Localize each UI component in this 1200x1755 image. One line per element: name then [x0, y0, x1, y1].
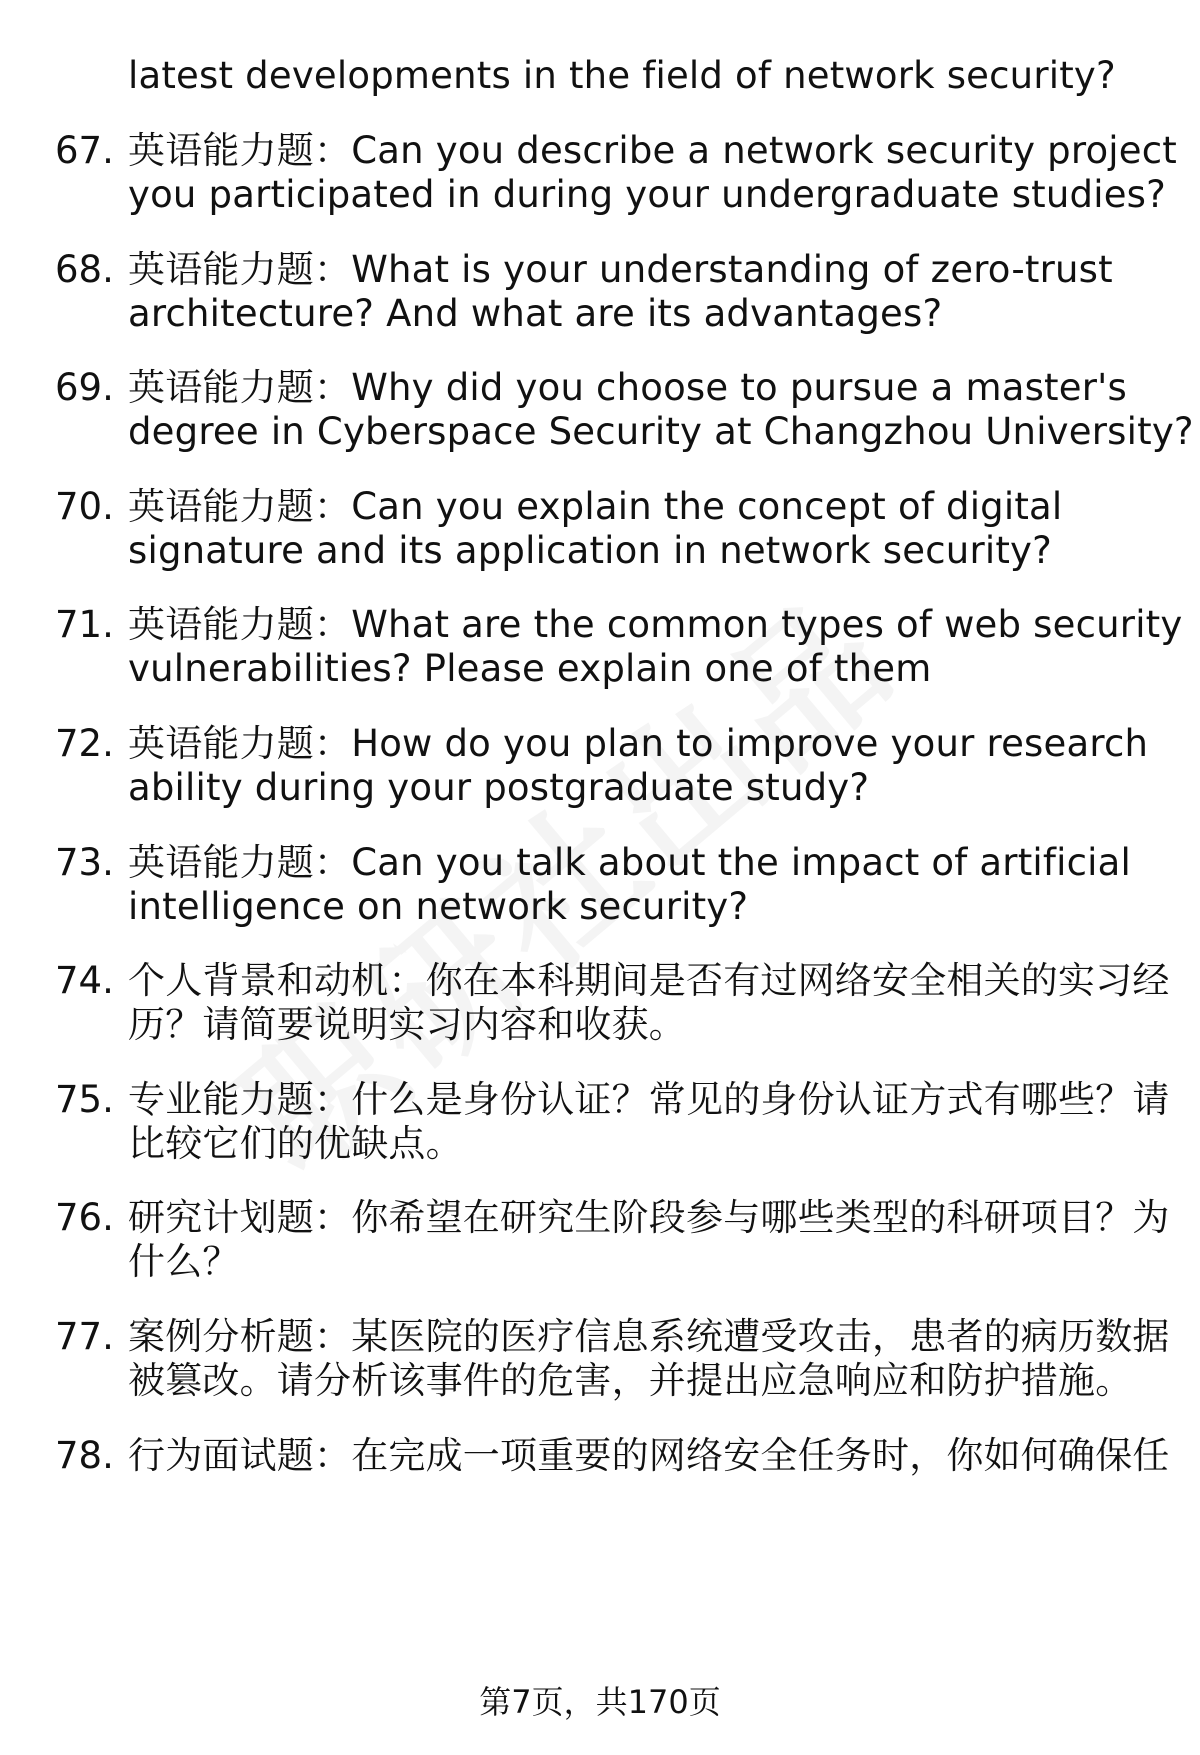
- question-text-line: 英语能力题：Can you talk about the impact of artificial: [128, 840, 1131, 884]
- question-text-line: 被篡改。请分析该事件的危害，并提出应急响应和防护措施。: [128, 1359, 1133, 1402]
- question-number: 74.: [55, 959, 114, 1003]
- question-text-line: signature and its application in network security?: [128, 528, 1052, 572]
- question-text-line: 英语能力题：Why did you choose to pursue a master's: [128, 366, 1127, 410]
- question-number: 71.: [55, 603, 114, 647]
- question-text-line: 什么？: [128, 1240, 240, 1284]
- question-number: 67.: [55, 129, 114, 172]
- question-text-line: degree in Cyberspace Security at Changzhou University?: [128, 410, 1194, 454]
- question-number: 76.: [55, 1196, 114, 1240]
- question-text-line: vulnerabilities? Please explain one of them: [128, 647, 932, 691]
- question-text-line: architecture? And what are its advantages?: [128, 291, 943, 335]
- question-text-line: 案例分析题：某医院的医疗信息系统遭受攻击，患者的病历数据: [128, 1315, 1170, 1358]
- question-text-line: intelligence on network security?: [128, 884, 749, 928]
- question-text-line: ability during your postgraduate study?: [128, 766, 870, 809]
- question-text-line: 英语能力题：Can you explain the concept of digital: [128, 484, 1063, 528]
- page-footer: 第7页，共170页: [479, 1683, 721, 1721]
- question-number: 78.: [55, 1433, 114, 1477]
- question-text-line: 英语能力题：How do you plan to improve your research: [128, 722, 1149, 765]
- question-text-line: 比较它们的优缺点。: [128, 1121, 463, 1165]
- question-number: 72.: [55, 722, 114, 765]
- question-text-line: 英语能力题：Can you describe a network security project: [128, 129, 1177, 172]
- question-text-line: 历？请简要说明实习内容和收获。: [128, 1003, 686, 1047]
- question-text-line: 研究计划题：你希望在研究生阶段参与哪些类型的科研项目？为: [128, 1196, 1170, 1240]
- question-text-line: 英语能力题：What is your understanding of zero-trust: [128, 247, 1113, 291]
- question-text-line: 英语能力题：What are the common types of web security: [128, 603, 1183, 647]
- question-number: 77.: [55, 1315, 114, 1358]
- question-number: 70.: [55, 484, 114, 528]
- question-number: 75.: [55, 1077, 114, 1121]
- question-number: 68.: [55, 247, 114, 291]
- question-text-line: 行为面试题：在完成一项重要的网络安全任务时，你如何确保任: [128, 1433, 1170, 1477]
- continued-line: latest developments in the field of network security?: [128, 54, 1116, 97]
- question-number: 69.: [55, 366, 114, 410]
- question-text-line: you participated in during your undergraduate studies?: [128, 173, 1166, 216]
- question-text-line: 专业能力题：什么是身份认证？常见的身份认证方式有哪些？请: [128, 1077, 1170, 1121]
- question-text-line: 个人背景和动机：你在本科期间是否有过网络安全相关的实习经: [128, 959, 1170, 1003]
- question-number: 73.: [55, 840, 114, 884]
